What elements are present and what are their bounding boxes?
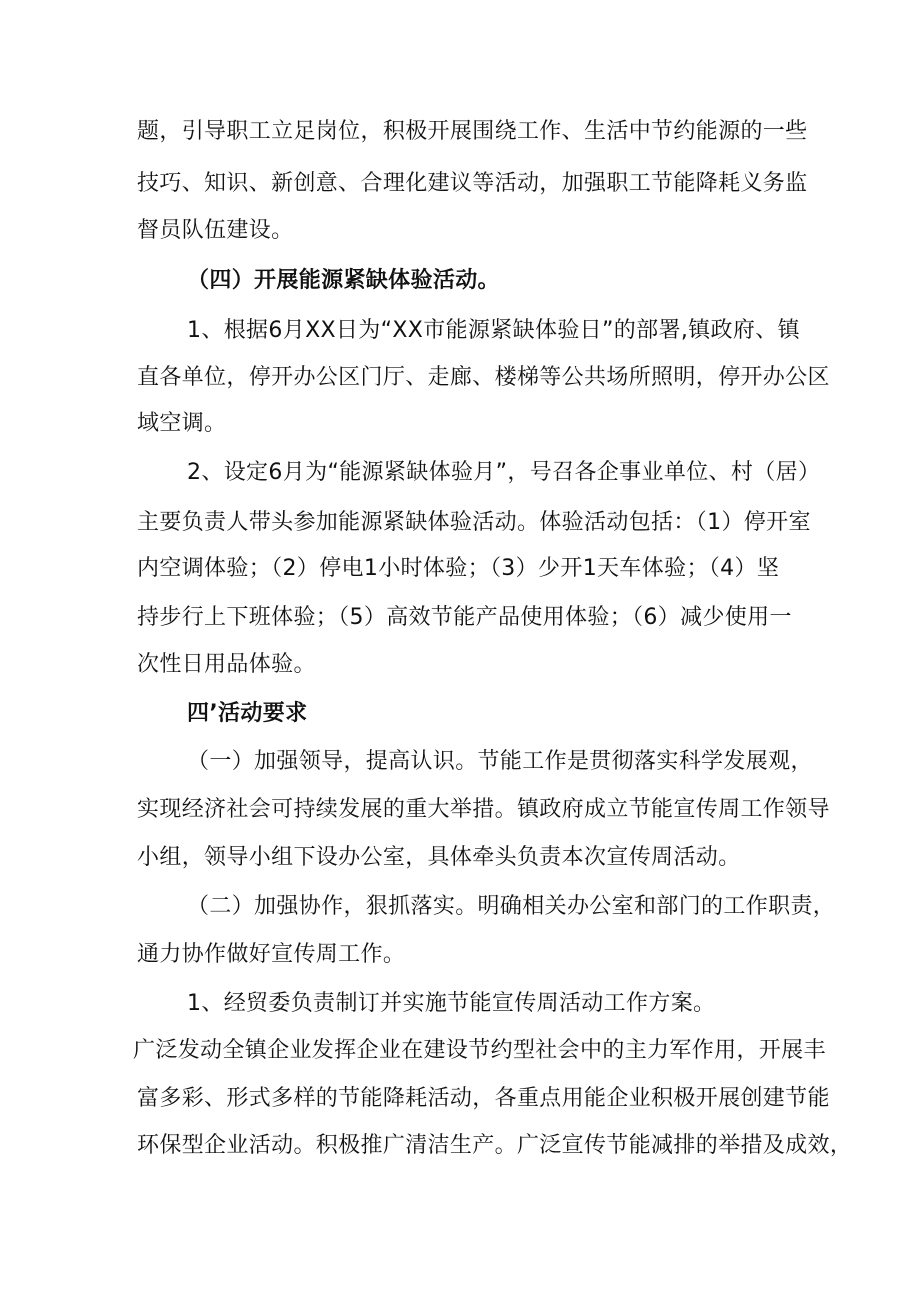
body-text-line: （二）加强协作，狠抓落实。明确相关办公室和部门的工作职责， bbox=[187, 894, 836, 919]
body-text-line: 内空调体验；（2）停电1小时体验；（3）少开1天车体验；（4）坚 bbox=[137, 556, 780, 581]
body-text-line: 小组，领导小组下设办公室，具体牵头负责本次宣传周活动。 bbox=[137, 845, 741, 870]
section-heading: （四）开展能源紧缺体验活动。 bbox=[187, 268, 500, 293]
body-text-line: 督员队伍建设。 bbox=[137, 218, 294, 243]
body-text-line: 次性日用品体验。 bbox=[137, 652, 316, 677]
body-text-line: 1、经贸委负责制订并实施节能宣传周活动工作方案。 bbox=[187, 991, 716, 1016]
body-text-line: 2、设定6月为“能源紧缺体验月”，号召各企事业单位、村（居） bbox=[187, 460, 821, 485]
body-text-line: 1、根据6月XX日为“XX市能源紧缺体验日”的部署,镇政府、镇 bbox=[187, 318, 800, 343]
body-text-line: 实现经济社会可持续发展的重大举措。镇政府成立节能宣传周工作领导 bbox=[137, 797, 830, 822]
body-text-line: 直各单位，停开办公区门厅、走廊、楼梯等公共场所照明，停开办公区 bbox=[137, 365, 830, 390]
body-text-line: 技巧、知识、新创意、合理化建议等活动，加强职工节能降耗义务监 bbox=[137, 171, 808, 196]
body-text-line: 通力协作做好宣传周工作。 bbox=[137, 942, 406, 967]
body-text-line: 域空调。 bbox=[137, 411, 227, 436]
body-text-line: 题，引导职工立足岗位，积极开展围绕工作、生活中节约能源的一些 bbox=[137, 119, 808, 144]
body-text-line: 环保型企业活动。积极推广清洁生产。广泛宣传节能减排的举措及成效， bbox=[137, 1133, 853, 1158]
body-text-line: 广泛发动全镇企业发挥企业在建设节约型社会中的主力军作用，开展丰 bbox=[133, 1038, 826, 1063]
section-heading: 四’活动要求 bbox=[187, 701, 308, 726]
body-text-line: （一）加强领导，提高认识。节能工作是贯彻落实科学发展观， bbox=[187, 749, 813, 774]
body-text-line: 主要负责人带头参加能源紧缺体验活动。体验活动包括：（1）停开室 bbox=[137, 510, 811, 535]
body-text-line: 持步行上下班体验；（5）高效节能产品使用体验；（6）减少使用一 bbox=[137, 605, 792, 630]
body-text-line: 富多彩、形式多样的节能降耗活动，各重点用能企业积极开展创建节能 bbox=[137, 1086, 830, 1111]
